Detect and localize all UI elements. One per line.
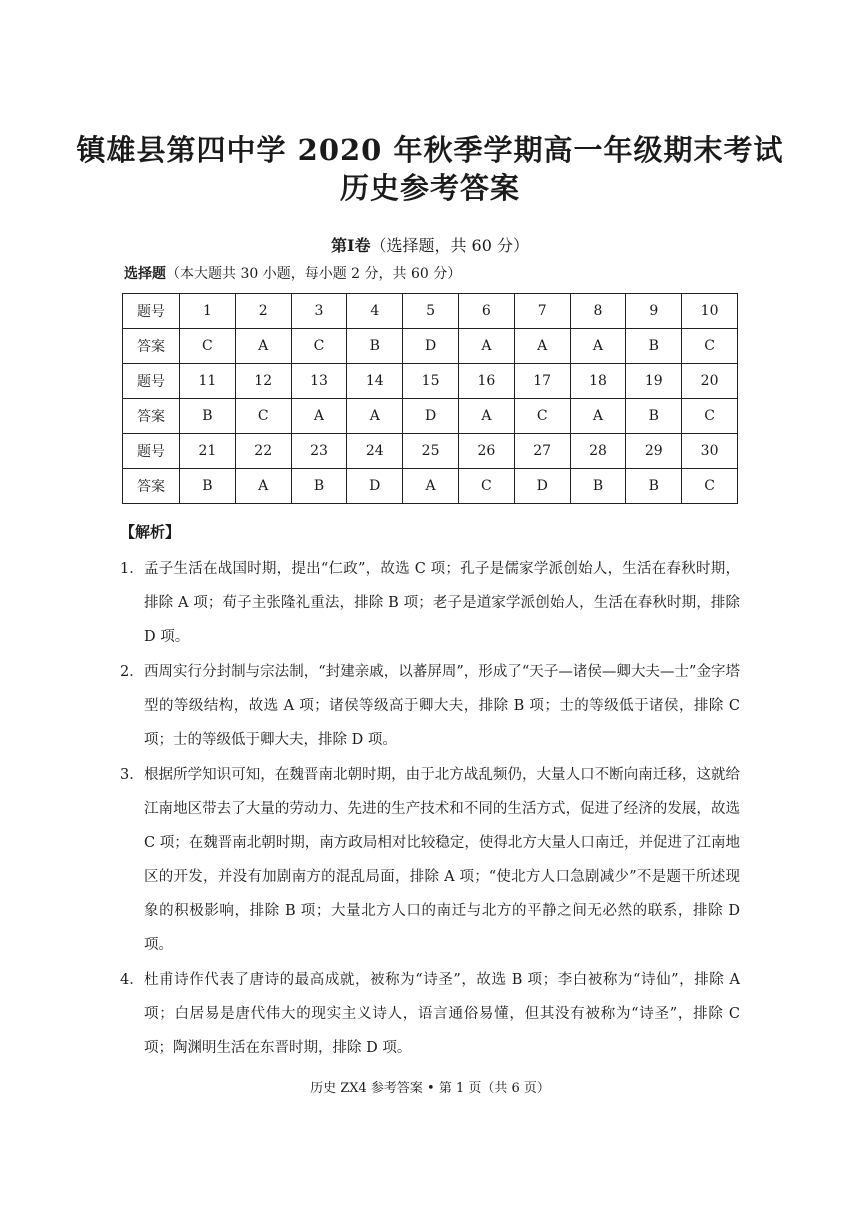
table-cell: 8 [570,294,626,329]
section-note: （本大题共 30 小题，每小题 2 分，共 60 分） [166,266,462,282]
row-header-cell: 题号 [123,364,180,399]
table-cell: 25 [403,434,459,469]
table-cell: 30 [682,434,738,469]
table-cell: 10 [682,294,738,329]
item-text: 杜甫诗作代表了唐诗的最高成就，被称为“诗圣”，故选 B 项；李白被称为“诗仙”，排除 A 项；白居易是唐代伟大的现实主义诗人，语言通俗易懂，但其没有被称为“诗圣”，排除 C 项；陶渊明生活在东晋时期，排除 D 项。 [144,972,740,1056]
table-cell: C [682,469,738,504]
table-cell: B [626,399,682,434]
table-cell: A [458,399,514,434]
part-note: （选择题，共 60 分） [370,236,530,255]
table-cell: A [291,399,347,434]
analysis-heading: 【解析】 [120,523,181,541]
table-cell: A [235,329,291,364]
analysis-item [120,552,740,654]
table-cell: A [458,329,514,364]
table-cell: 20 [682,364,738,399]
table-cell: B [626,469,682,504]
item-number: 1． [120,561,144,577]
table-cell: B [347,329,403,364]
table-cell: C [682,329,738,364]
item-number: 2． [120,664,144,680]
table-row [123,434,738,469]
table-cell: B [291,469,347,504]
doc-subtitle: 历史参考答案 [339,171,520,205]
answer-table [122,293,738,504]
page-footer: 历史 ZX4 参考答案 • 第 1 页（共 6 页） [310,1081,550,1096]
table-cell: 16 [458,364,514,399]
table-cell: 23 [291,434,347,469]
table-cell: D [347,469,403,504]
table-cell: A [514,329,570,364]
table-cell: 4 [347,294,403,329]
table-cell: D [514,469,570,504]
table-cell: 15 [403,364,459,399]
table-cell: D [403,399,459,434]
table-cell: 17 [514,364,570,399]
table-cell: 29 [626,434,682,469]
item-number: 3． [120,767,144,783]
table-cell: 21 [180,434,236,469]
table-cell: 14 [347,364,403,399]
table-cell: 27 [514,434,570,469]
table-cell: B [180,399,236,434]
exam-title: 镇雄县第四中学 2020 年秋季学期高一年级期末考试 [76,133,784,167]
table-cell: 7 [514,294,570,329]
table-cell: 2 [235,294,291,329]
row-header-cell: 答案 [123,399,180,434]
table-cell: C [291,329,347,364]
table-cell: C [682,399,738,434]
table-cell: A [570,399,626,434]
table-cell: C [514,399,570,434]
table-cell: 19 [626,364,682,399]
item-text: 孟子生活在战国时期，提出“仁政”，故选 C 项；孔子是儒家学派创始人，生活在春秋时期，排除 A 项；荀子主张隆礼重法，排除 B 项；老子是道家学派创始人，生活在春秋时期，排除 D 项。 [144,561,740,645]
table-cell: 3 [291,294,347,329]
table-cell: D [403,329,459,364]
section-heading [124,263,461,283]
item-text: 西周实行分封制与宗法制，“封建亲戚，以蕃屏周”，形成了“天子—诸侯—卿大夫—士”金字塔型的等级结构，故选 A 项；诸侯等级高于卿大夫，排除 B 项；士的等级低于诸侯，排除 C 项；士的等级低于卿大夫，排除 D 项。 [144,664,740,748]
table-cell: 1 [180,294,236,329]
table-cell: 24 [347,434,403,469]
table-cell: 26 [458,434,514,469]
table-cell: 28 [570,434,626,469]
table-cell: C [458,469,514,504]
item-number: 4． [120,972,144,988]
analysis-item [120,758,740,962]
table-cell: 22 [235,434,291,469]
table-cell: 6 [458,294,514,329]
analysis-item [120,655,740,757]
table-cell: B [180,469,236,504]
row-header-cell: 答案 [123,469,180,504]
table-cell: 18 [570,364,626,399]
table-row [123,329,738,364]
analysis-item [120,963,740,1065]
row-header-cell: 题号 [123,434,180,469]
part-heading [0,233,860,256]
table-cell: 11 [180,364,236,399]
table-cell: 5 [403,294,459,329]
table-cell: B [626,329,682,364]
table-cell: A [403,469,459,504]
table-cell: C [235,399,291,434]
table-cell: 12 [235,364,291,399]
table-row [123,294,738,329]
answer-table-body [123,294,738,504]
row-header-cell: 答案 [123,329,180,364]
table-cell: 13 [291,364,347,399]
analysis-list [120,552,740,1066]
table-cell: A [235,469,291,504]
table-row [123,399,738,434]
part-label: 第Ⅰ卷 [330,236,371,255]
item-text: 根据所学知识可知，在魏晋南北朝时期，由于北方战乱频仍，大量人口不断向南迁移，这就给江南地区带去了大量的劳动力、先进的生产技术和不同的生活方式，促进了经济的发展，故选 C 项；在魏晋南北朝时期，南方政局相对比较稳定，使得北方大量人口南迁，并促进了江南地区的开发，并没有加剧南方的混乱局面，排除 A 项；“使北方人口急剧减少”不是题干所述现象的积极影响，排除 B 项；大量北方人口的南迁与北方的平静之间无必然的联系，排除 D 项。 [144,767,740,953]
table-cell: C [180,329,236,364]
section-label: 选择题 [124,266,166,282]
table-row [123,469,738,504]
table-row [123,364,738,399]
table-cell: B [570,469,626,504]
row-header-cell: 题号 [123,294,180,329]
table-cell: A [570,329,626,364]
table-cell: A [347,399,403,434]
table-cell: 9 [626,294,682,329]
